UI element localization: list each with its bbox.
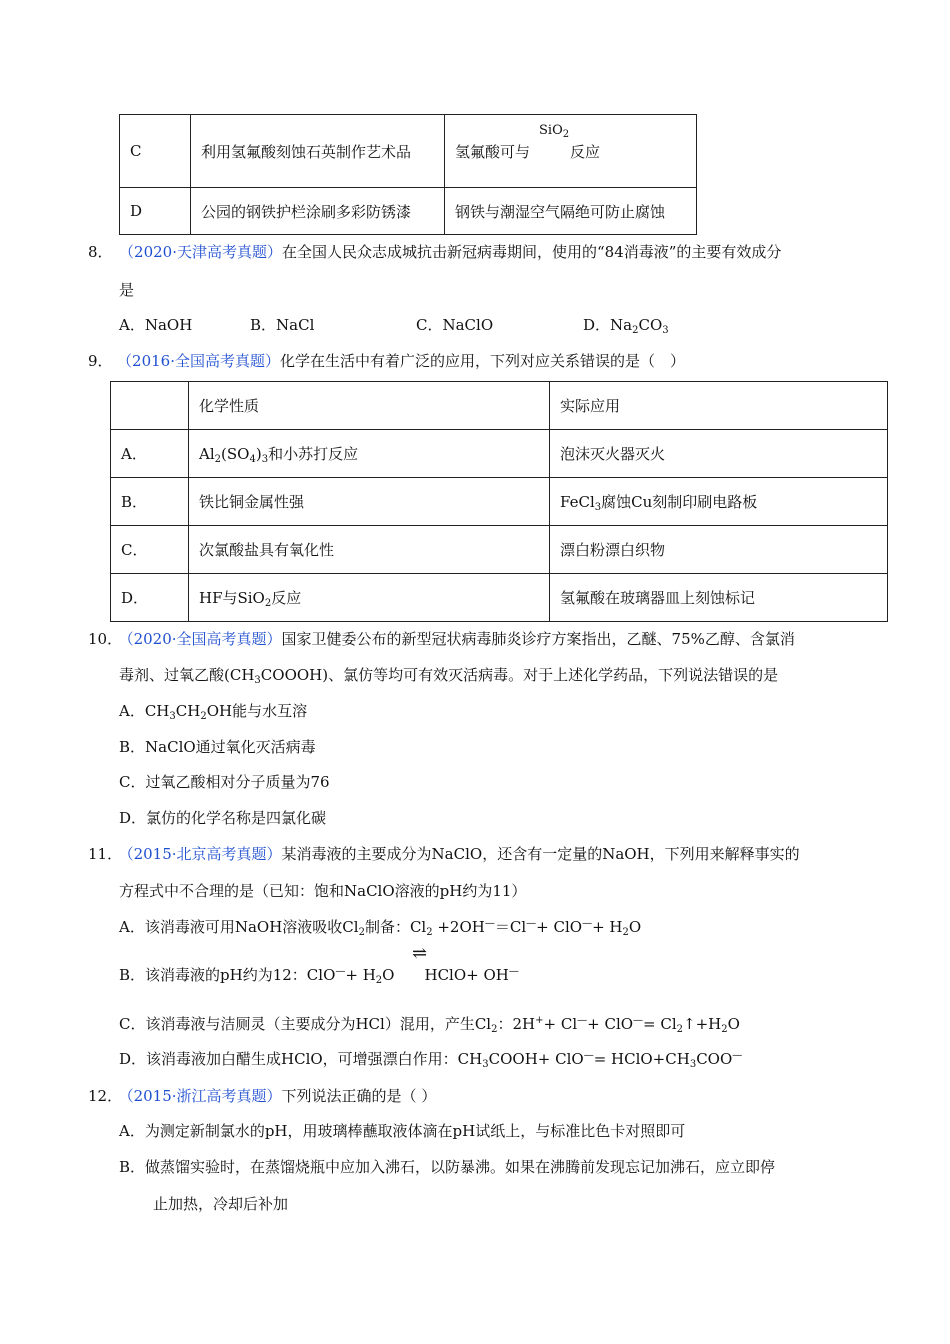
table-row — [111, 574, 888, 622]
header-application: 实际应用 — [550, 382, 888, 430]
option-b: B．NaClO通过氧化灭活病毒 — [119, 738, 316, 756]
question-source: （2015·浙江高考真题） — [126, 1087, 282, 1105]
row-application: 公园的钢铁护栏涂刷多彩防锈漆 — [191, 188, 445, 235]
table-continued — [119, 114, 697, 235]
question-text: 国家卫健委公布的新型冠状病毒肺炎诊疗方案指出，乙醚、75%乙醇、含氯消 — [281, 630, 795, 648]
reason-pre: 氢氟酸可与 — [455, 142, 531, 161]
row-application: FeCl$_3$腐蚀Cu刻制印刷电路板 — [550, 478, 888, 526]
question-number: 8． — [88, 243, 113, 261]
question-number: 12． — [88, 1087, 123, 1105]
question-9 — [88, 350, 685, 371]
question-number: 11． — [88, 845, 123, 863]
row-property: $Al_2(SO_4)_3$和小苏打反应 — [189, 430, 550, 478]
question-text: 化学在生活中有着广泛的应用，下列对应关系错误的是（ ） — [280, 352, 686, 370]
question-text: 在全国人民众志成城抗击新冠病毒期间，使用的“84消毒液”的主要有效成分 — [282, 243, 782, 261]
row-application: 利用氢氟酸刻蚀石英制作艺术品 — [191, 115, 445, 188]
table-row — [120, 115, 697, 188]
row-property: HF与SiO$_2$反应 — [189, 574, 550, 622]
option-d: D．该消毒液加白醋生成HClO，可增强漂白作用：$CH_3COOH+ ClO^—=$ $HClO+CH_3COO^—$ — [119, 1050, 743, 1070]
option-a: A．$CH_3CH_2OH$能与水互溶 — [119, 702, 308, 722]
question-12 — [88, 1085, 436, 1106]
option-a: A．NaOH — [119, 316, 193, 334]
header-property: 化学性质 — [189, 382, 550, 430]
table-row — [111, 478, 888, 526]
option-c: C．NaClO — [416, 316, 494, 334]
option-c: C．过氧乙酸相对分子质量为76 — [119, 773, 330, 791]
option-d: D．$Na_2CO_3$ — [583, 316, 669, 336]
question-11 — [88, 843, 800, 864]
row-label: C． — [111, 526, 189, 574]
question-11-cont: 方程式中不合理的是（已知：饱和NaClO溶液的pH约为11） — [119, 882, 527, 900]
table-row — [111, 526, 888, 574]
question-8-cont: 是 — [119, 281, 135, 299]
question-8 — [88, 241, 781, 262]
reason-post: 反应 — [570, 142, 601, 161]
row-application: 漂白粉漂白织物 — [550, 526, 888, 574]
option-b: B．NaCl — [250, 316, 315, 334]
question-text: 下列说法正确的是（ ） — [281, 1087, 437, 1105]
question-source: （2015·北京高考真题） — [126, 845, 282, 863]
option-b: B．该消毒液的pH约为12：$ClO^—+ H_2O$ HClO+ OH— — [119, 966, 519, 986]
option-b: B．做蒸馏实验时，在蒸馏烧瓶中应加入沸石，以防暴沸。如果在沸腾前发现忘记加沸石，应立即停 — [119, 1158, 776, 1176]
option-b-cont: 止加热，冷却后补加 — [153, 1195, 289, 1213]
question-source: （2020·全国高考真题） — [126, 630, 282, 648]
row-reason — [445, 115, 697, 188]
question-number: 9． — [88, 352, 113, 370]
option-a: A．为测定新制氯水的pH，用玻璃棒蘸取液体滴在pH试纸上，与标准比色卡对照即可 — [119, 1122, 686, 1140]
row-application: 氢氟酸在玻璃器皿上刻蚀标记 — [550, 574, 888, 622]
row-property: 次氯酸盐具有氧化性 — [189, 526, 550, 574]
option-c: C．该消毒液与洁厕灵（主要成分为HCl）混用，产生$Cl_2$：$2H^++ Cl^—+ ClO^—= Cl_2↑+H_2O$ — [119, 1015, 740, 1035]
sio2-formula: SiO$_2$ — [539, 123, 570, 140]
equilibrium-arrow-icon: ⇌ — [412, 943, 428, 964]
question-10 — [88, 628, 795, 649]
option-a: A．该消毒液可用NaOH溶液吸收$Cl_2$制备：$Cl_2 +2OH^—=Cl^—+ ClO^—+ H_2O$ — [119, 918, 642, 938]
row-label: D — [120, 188, 191, 235]
row-label: B． — [111, 478, 189, 526]
question-source: （2016·全国高考真题） — [124, 352, 280, 370]
row-label: D． — [111, 574, 189, 622]
question-number: 10． — [88, 630, 123, 648]
row-reason: 钢铁与潮湿空气隔绝可防止腐蚀 — [445, 188, 697, 235]
table-row — [120, 188, 697, 235]
table-row — [111, 430, 888, 478]
row-property: 铁比铜金属性强 — [189, 478, 550, 526]
row-label: A． — [111, 430, 189, 478]
row-label: C — [120, 115, 191, 188]
question-10-cont: 毒剂、过氧乙酸$(CH_3COOOH)$、氯仿等均可有效灭活病毒。对于上述化学药品，下列说法错误的是 — [119, 666, 779, 686]
table-q9 — [110, 381, 888, 622]
table-header-row — [111, 382, 888, 430]
option-d: D．氯仿的化学名称是四氯化碳 — [119, 809, 327, 827]
row-application: 泡沫灭火器灭火 — [550, 430, 888, 478]
question-text: 某消毒液的主要成分为NaClO，还含有一定量的NaOH，下列用来解释事实的 — [281, 845, 800, 863]
question-source: （2020·天津高考真题） — [126, 243, 282, 261]
header-label — [111, 382, 189, 430]
